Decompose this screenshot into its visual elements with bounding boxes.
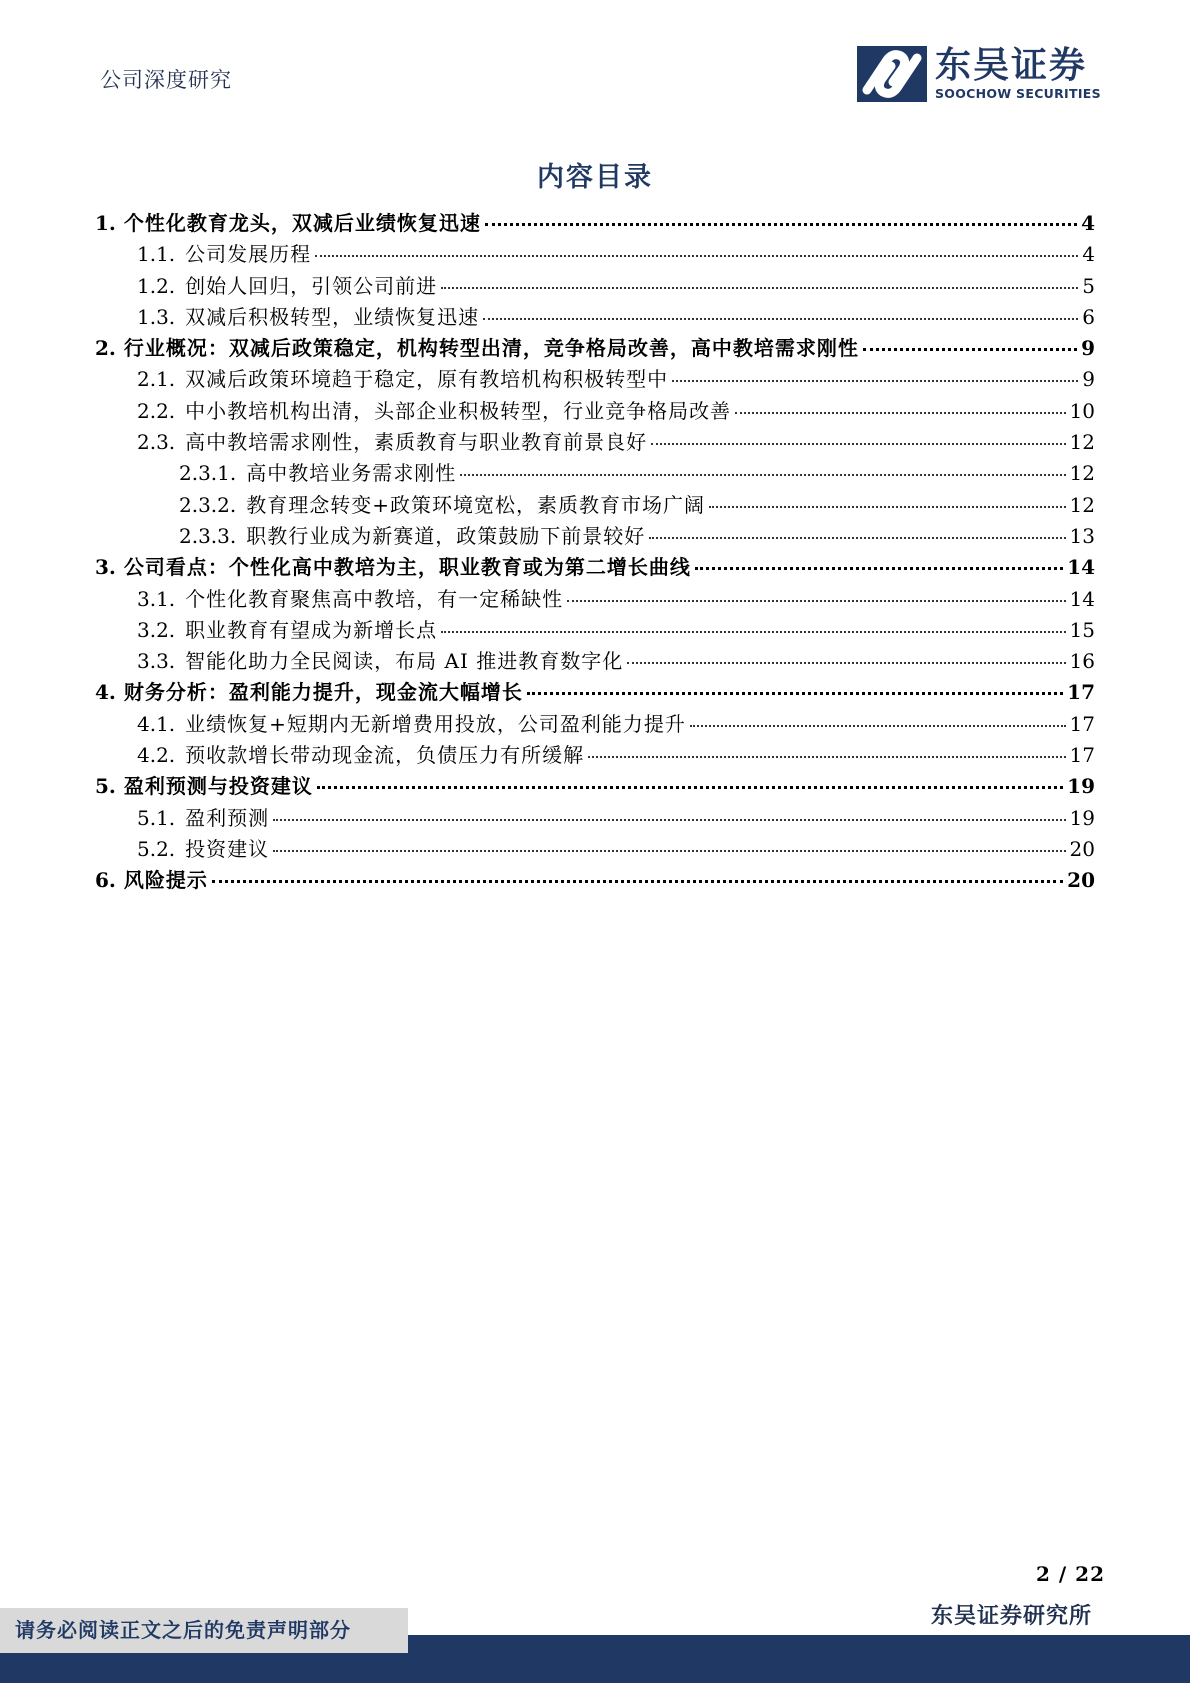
toc-title: 内容目录 [537,162,653,193]
toc-entry-text: 个性化教育聚焦高中教培，有一定稀缺性 [185,586,564,611]
toc-entry-text: 预收款增长带动现金流，负债压力有所缓解 [185,743,585,768]
toc-leader-dots [273,819,1065,821]
toc-entry-page: 12 [1069,430,1095,455]
toc-entry[interactable] [95,551,1095,582]
toc-entry-page: 5 [1082,273,1095,298]
toc-entry[interactable] [95,583,1095,614]
toc-entry-page: 15 [1069,617,1095,642]
toc-entry[interactable] [95,864,1095,895]
toc-entry-number: 2.2. [137,398,176,423]
toc-leader-dots [588,756,1065,758]
toc-entry-text: 公司看点：个性化高中教培为主，职业教育或为第二增长曲线 [123,555,691,580]
toc-entry-page: 19 [1067,774,1095,799]
toc-entry-number: 2.3.1. [179,461,237,486]
toc-leader-dots [690,725,1066,727]
toc-entry-number: 3.2. [137,617,176,642]
toc-entry-number: 2.3. [137,430,176,455]
toc-leader-dots [567,600,1065,602]
toc-entry-text: 盈利预测与投资建议 [123,774,313,799]
toc-leader-dots [695,567,1063,570]
toc-leader-dots [212,880,1063,883]
toc-entry-number: 4. [95,680,116,705]
toc-entry-page: 17 [1069,711,1095,736]
toc-entry[interactable] [95,238,1095,269]
soochow-logo-icon [857,46,927,102]
toc-entry-text: 高中教培需求刚性，素质教育与职业教育前景良好 [185,430,648,455]
toc-entry[interactable] [95,489,1095,520]
toc-entry-number: 3.1. [137,586,176,611]
toc-entry-text: 中小教培机构出清，头部企业积极转型，行业竞争格局改善 [185,398,732,423]
toc-entry-page: 16 [1069,649,1095,674]
toc-leader-dots [315,255,1078,257]
toc-leader-dots [735,412,1065,414]
toc-leader-dots [485,223,1077,226]
toc-leader-dots [651,443,1065,445]
toc-entry-number: 3. [95,555,116,580]
toc-entry[interactable] [95,770,1095,801]
company-logo [857,46,1107,102]
toc-entry-text: 风险提示 [123,868,208,893]
toc-entry-text: 智能化助力全民阅读，布局 AI 推进教育数字化 [185,649,624,674]
disclaimer-notice: 请务必阅读正文之后的免责声明部分 [0,1608,408,1653]
toc-entry-page: 20 [1069,836,1095,861]
toc-entry-text: 教育理念转变+政策环境宽松，素质教育市场广阔 [246,492,706,517]
toc-entry-number: 2. [95,336,116,361]
toc-entry[interactable] [95,676,1095,707]
toc-entry-number: 1.3. [137,304,176,329]
logo-text-chinese: 东吴证券 [935,45,1088,86]
toc-leader-dots [483,318,1078,320]
toc-entry-text: 职教行业成为新赛道，政策鼓励下前景较好 [246,523,646,548]
toc-entry-page: 14 [1069,586,1095,611]
footer-org-name: 东吴证券研究所 [930,1603,1092,1629]
toc-entry[interactable] [95,457,1095,488]
toc-entry-page: 17 [1067,680,1095,705]
toc-entry-text: 双减后政策环境趋于稳定，原有教培机构积极转型中 [185,367,669,392]
toc-entry[interactable] [95,207,1095,238]
toc-entry[interactable] [95,395,1095,426]
toc-entry-number: 1.1. [137,242,176,267]
toc-entry-text: 公司发展历程 [185,242,312,267]
toc-leader-dots [672,380,1078,382]
toc-entry[interactable] [95,270,1095,301]
toc-leader-dots [649,537,1065,539]
toc-leader-dots [863,348,1077,351]
toc-entry-page: 12 [1069,492,1095,517]
toc-entry-page: 20 [1067,868,1095,893]
toc-entry-text: 业绩恢复+短期内无新增费用投放，公司盈利能力提升 [185,711,686,736]
toc-entry[interactable] [95,426,1095,457]
toc-entry-number: 1.2. [137,273,176,298]
toc-entry-number: 1. [95,211,116,235]
toc-entry[interactable] [95,708,1095,739]
toc-entry[interactable] [95,520,1095,551]
toc-entry-page: 14 [1067,555,1095,580]
toc-entry[interactable] [95,802,1095,833]
toc-entry-number: 2.1. [137,367,176,392]
toc-entry-text: 盈利预测 [185,805,270,830]
table-of-contents [95,207,1095,896]
toc-leader-dots [441,287,1078,289]
toc-entry-page: 4 [1082,242,1095,267]
toc-entry-page: 6 [1082,304,1095,329]
toc-leader-dots [441,631,1065,633]
toc-leader-dots [527,692,1063,695]
toc-entry-page: 17 [1069,743,1095,768]
toc-entry[interactable] [95,363,1095,394]
toc-entry-number: 4.1. [137,711,176,736]
toc-entry-page: 19 [1069,805,1095,830]
toc-entry-page: 4 [1081,211,1095,235]
toc-entry-number: 4.2. [137,743,176,768]
toc-entry[interactable] [95,645,1095,676]
toc-entry-text: 行业概况：双减后政策稳定，机构转型出清，竞争格局改善，高中教培需求刚性 [123,336,859,361]
toc-entry-page: 13 [1069,523,1095,548]
toc-leader-dots [273,850,1065,852]
toc-entry-text: 个性化教育龙头，双减后业绩恢复迅速 [123,211,481,235]
toc-entry[interactable] [95,833,1095,864]
toc-leader-dots [460,474,1065,476]
toc-entry-text: 创始人回归，引领公司前进 [185,273,438,298]
toc-leader-dots [317,786,1063,789]
toc-entry-number: 5.2. [137,836,176,861]
toc-entry[interactable] [95,301,1095,332]
toc-entry-text: 职业教育有望成为新增长点 [185,617,438,642]
toc-entry-text: 双减后积极转型，业绩恢复迅速 [185,304,480,329]
toc-entry-page: 9 [1082,367,1095,392]
toc-entry[interactable] [95,332,1095,363]
toc-entry-text: 高中教培业务需求刚性 [246,461,457,486]
page-number: 2 / 22 [1036,1562,1105,1586]
toc-entry-page: 10 [1069,398,1095,423]
toc-entry-text: 投资建议 [185,836,270,861]
toc-entry-page: 12 [1069,461,1095,486]
toc-entry-number: 2.3.3. [179,523,237,548]
toc-entry-text: 财务分析：盈利能力提升，现金流大幅增长 [123,680,523,705]
toc-entry[interactable] [95,614,1095,645]
report-type-label: 公司深度研究 [100,68,232,92]
toc-leader-dots [627,662,1065,664]
toc-entry-number: 2.3.2. [179,492,237,517]
toc-entry-page: 9 [1081,336,1095,361]
logo-text-english: SOOCHOW SECURITIES [935,86,1101,101]
toc-entry[interactable] [95,739,1095,770]
toc-entry-number: 6. [95,868,116,893]
toc-entry-number: 5. [95,774,116,799]
toc-entry-number: 5.1. [137,805,176,830]
toc-entry-number: 3.3. [137,649,176,674]
toc-leader-dots [709,506,1066,508]
